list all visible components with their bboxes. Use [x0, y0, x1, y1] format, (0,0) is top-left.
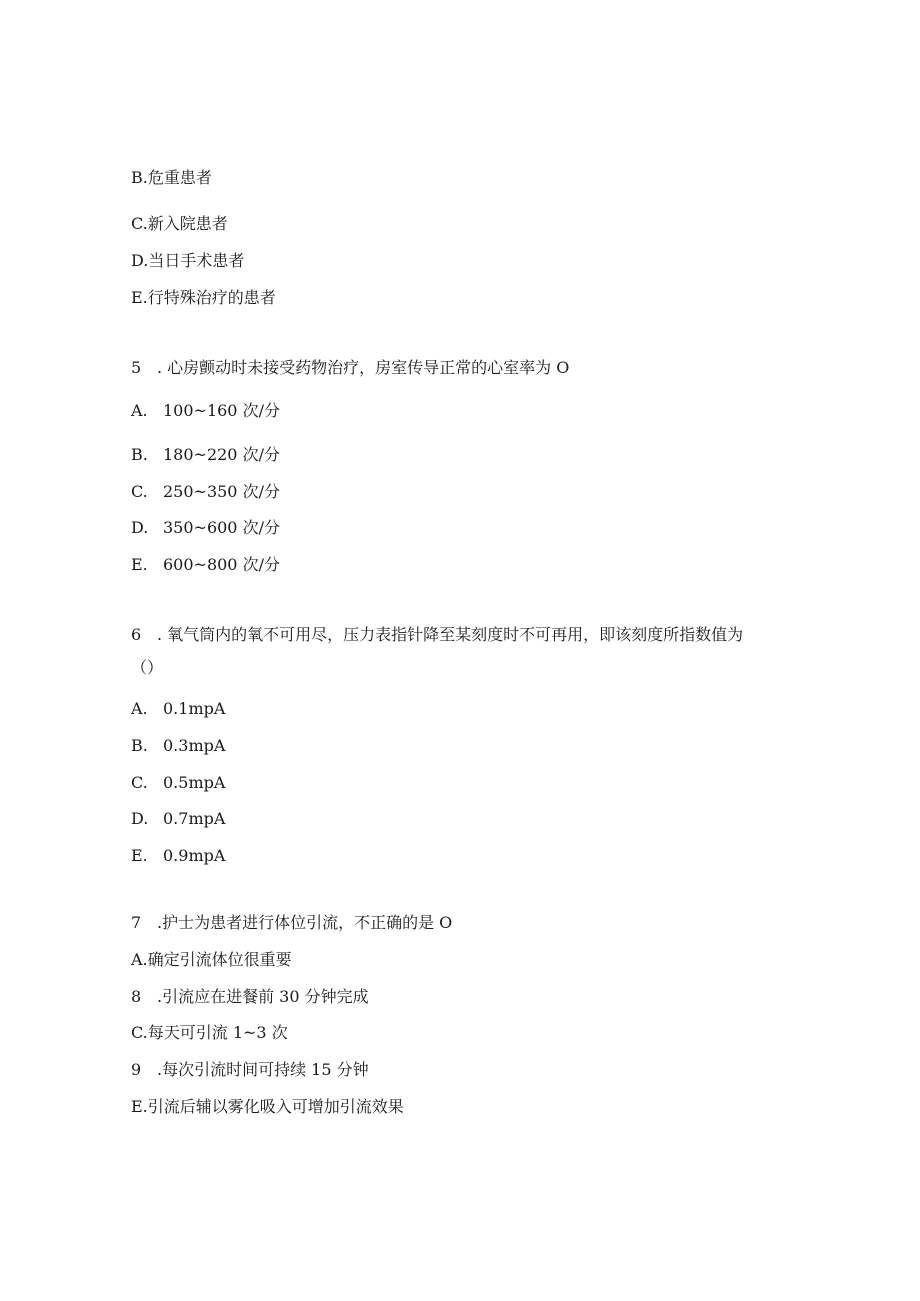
q4-option-c: C.新入院患者 [131, 214, 228, 233]
option-text: 600~800 次/分 [163, 555, 280, 574]
item-number: 8 [131, 987, 142, 1006]
q5-option-a [131, 401, 280, 421]
option-text: 0.5mpA [163, 773, 226, 792]
q6-stem-cont: （） [131, 658, 164, 677]
item-number: 9 [131, 1060, 142, 1079]
q7-item-c: C.每天可引流 1~3 次 [131, 1023, 288, 1042]
q7-stem [131, 913, 452, 933]
option-text: 0.9mpA [163, 846, 226, 865]
q7-item-9 [131, 1060, 369, 1080]
q7-item-a: A.确定引流体位很重要 [131, 950, 292, 969]
q5-option-b [131, 445, 280, 465]
option-letter: A. [131, 401, 148, 420]
option-text: 0.3mpA [163, 736, 226, 755]
option-letter: E. [131, 846, 148, 865]
q6-option-c [131, 773, 225, 793]
q7-item-e: E.引流后辅以雾化吸入可增加引流效果 [131, 1097, 404, 1116]
item-text: .引流应在进餐前 30 分钟完成 [157, 987, 369, 1006]
q5-option-d [131, 518, 280, 538]
q4-option-b: B.危重患者 [131, 168, 212, 187]
q5-number: 5 [131, 358, 142, 377]
option-letter: C. [131, 482, 148, 501]
q7-text: .护士为患者进行体位引流，不正确的是 O [157, 913, 453, 932]
option-letter: B. [131, 445, 148, 464]
q6-number: 6 [131, 625, 142, 644]
option-letter: E. [131, 555, 148, 574]
q7-number: 7 [131, 913, 142, 932]
item-text: .每次引流时间可持续 15 分钟 [157, 1060, 369, 1079]
option-letter: D. [131, 518, 149, 537]
q4-option-e: E.行特殊治疗的患者 [131, 288, 276, 307]
q6-option-e [131, 846, 225, 866]
option-text: 180~220 次/分 [163, 445, 280, 464]
q7-item-8 [131, 987, 369, 1007]
option-text: 100~160 次/分 [163, 401, 280, 420]
option-text: 350~600 次/分 [163, 518, 280, 537]
q6-option-a [131, 699, 225, 719]
option-text: 250~350 次/分 [163, 482, 280, 501]
q6-option-b [131, 736, 225, 756]
q5-option-c [131, 482, 280, 502]
option-letter: A. [131, 699, 148, 718]
q6-text: . 氧气筒内的氧不可用尽，压力表指针降至某刻度时不可再用，即该刻度所指数值为 [157, 625, 744, 644]
q4-option-d: D.当日手术患者 [131, 251, 245, 270]
q5-stem [131, 358, 569, 378]
q5-option-e [131, 555, 280, 575]
option-letter: D. [131, 809, 149, 828]
q5-text: . 心房颤动时未接受药物治疗，房室传导正常的心室率为 O [157, 358, 570, 377]
option-text: 0.1mpA [163, 699, 226, 718]
option-text: 0.7mpA [163, 809, 226, 828]
option-letter: B. [131, 736, 148, 755]
q6-option-d [131, 809, 225, 829]
option-letter: C. [131, 773, 148, 792]
q6-stem [131, 625, 743, 645]
